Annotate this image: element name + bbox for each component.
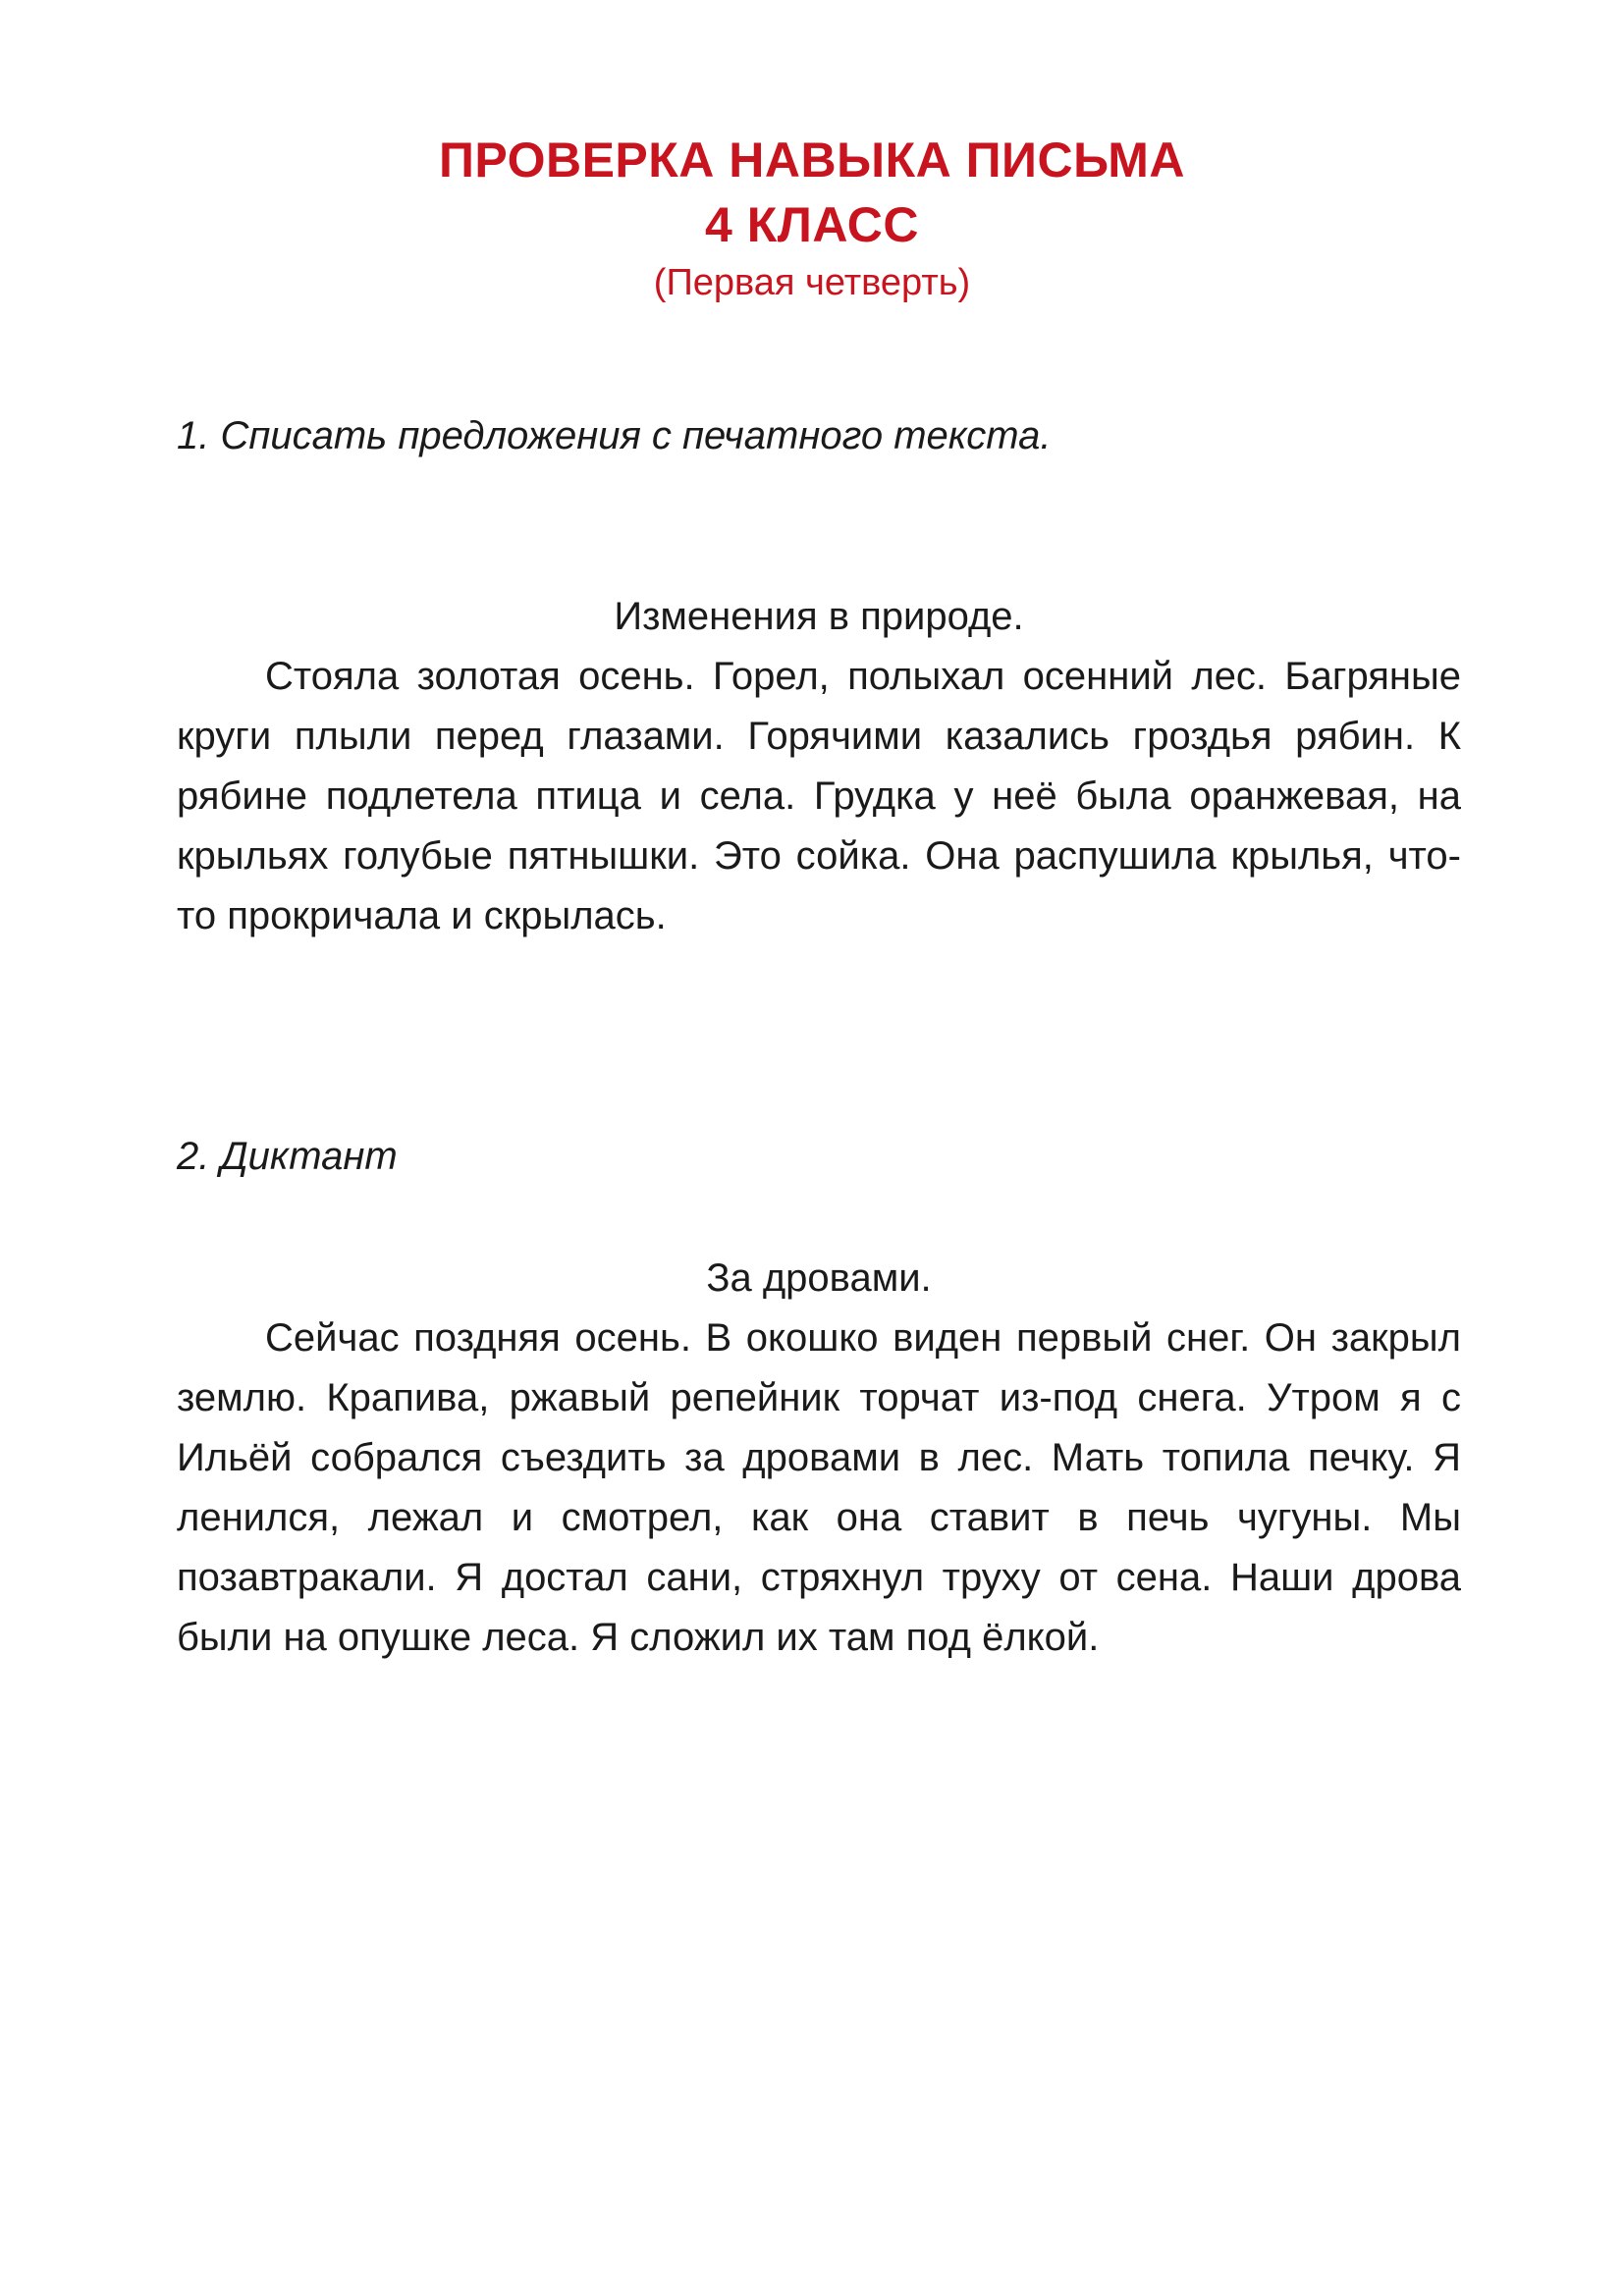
document-header xyxy=(0,128,1624,308)
page-title: ПРОВЕРКА НАВЫКА ПИСЬМА xyxy=(438,133,1186,187)
task-2-text-title: За дровами. xyxy=(706,1256,932,1300)
task-1-text-title: Изменения в природе. xyxy=(614,595,1024,638)
task-2-text-block xyxy=(177,1249,1461,1668)
task-2-paragraph: Сейчас поздняя осень. В окошко виден первый снег. Он закрыл землю. Крапива, ржавый репейник торчат из-под снега. Утром я с Ильёй собрался съездить за дровами в лес. Мать топила печку. Я ленился, лежал и смотрел, как она ставит в печь чугуны. Мы позавтракали. Я достал сани, стряхнул труху от сена. Наши дрова были на опушке леса. Я сложил их там под ёлкой. xyxy=(177,1316,1461,1659)
task-2-instruction: 2. Диктант xyxy=(177,1135,398,1178)
quarter-subtitle: (Первая четверть) xyxy=(653,262,971,303)
grade-title: 4 КЛАСС xyxy=(705,197,919,252)
task-1-paragraph: Стояла золотая осень. Горел, полыхал осенний лес. Багряные круги плыли перед глазами. Горячими казались гроздья рябин. К рябине подлетела птица и села. Грудка у неё была оранжевая, на крыльях голубые пятнышки. Это сойка. Она распушила крылья, что-то прокричала и скрылась. xyxy=(177,655,1461,937)
task-1-instruction: 1. Списать предложения с печатного текста. xyxy=(177,414,1052,457)
task-1-text-block xyxy=(177,587,1461,946)
